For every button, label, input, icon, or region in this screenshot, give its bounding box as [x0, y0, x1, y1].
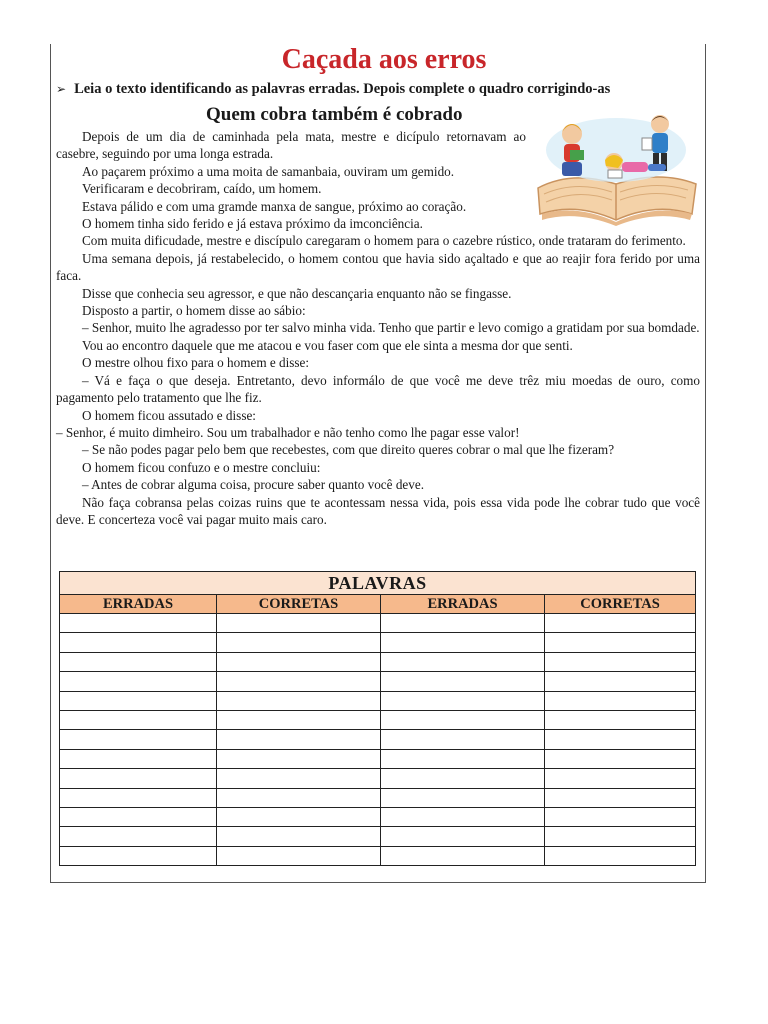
- story-paragraph: – Se não podes pagar pelo bem que recebestes, com que direito queres cobrar o mal que lhe fizeram?: [82, 442, 615, 458]
- correct-word-cell[interactable]: [217, 807, 381, 826]
- correct-word-cell[interactable]: [545, 614, 696, 633]
- column-header-corretas: CORRETAS: [217, 595, 381, 614]
- page-title: Caçada aos erros: [281, 44, 487, 75]
- table-row: [60, 788, 696, 807]
- wrong-word-cell[interactable]: [60, 691, 217, 710]
- correct-word-cell[interactable]: [545, 769, 696, 788]
- correct-word-cell[interactable]: [217, 788, 381, 807]
- column-header-erradas: ERRADAS: [60, 595, 217, 614]
- table-row: [60, 691, 696, 710]
- column-header-erradas: ERRADAS: [381, 595, 545, 614]
- wrong-word-cell[interactable]: [381, 807, 545, 826]
- table-row: [60, 710, 696, 729]
- wrong-word-cell[interactable]: [381, 652, 545, 671]
- correct-word-cell[interactable]: [217, 652, 381, 671]
- wrong-word-cell[interactable]: [381, 730, 545, 749]
- wrong-word-cell[interactable]: [381, 769, 545, 788]
- story-paragraph: Ao paçarem próximo a uma moita de samanbaia, ouviram um gemido.: [82, 163, 455, 179]
- table-row: [60, 769, 696, 788]
- correct-word-cell[interactable]: [217, 846, 381, 865]
- correct-word-cell[interactable]: [545, 749, 696, 768]
- wrong-word-cell[interactable]: [60, 730, 217, 749]
- table-row: [60, 730, 696, 749]
- correct-word-cell[interactable]: [545, 788, 696, 807]
- instruction: [56, 80, 706, 98]
- arrow-bullet-icon: ➢: [56, 82, 67, 96]
- correct-word-cell[interactable]: [217, 672, 381, 691]
- correct-word-cell[interactable]: [217, 633, 381, 652]
- story-paragraph: – Antes de cobrar alguma coisa, procure saber quanto você deve.: [82, 477, 425, 493]
- wrong-word-cell[interactable]: [381, 710, 545, 729]
- words-table: [59, 571, 695, 866]
- story-paragraph: O mestre olhou fixo para o homem e disse:: [82, 355, 310, 371]
- table-row: [60, 827, 696, 846]
- wrong-word-cell[interactable]: [381, 788, 545, 807]
- correct-word-cell[interactable]: [545, 672, 696, 691]
- instruction-text: Leia o texto identificando as palavras erradas. Depois complete o quadro corrigindo-as: [74, 81, 611, 97]
- story-paragraph: – Senhor, muito lhe agradesso por ter salvo minha vida. Tenho que partir e levo comigo a gratidam por sua bomdade.: [82, 320, 700, 336]
- story-paragraph: Disposto a partir, o homem disse ao sábio:: [82, 303, 306, 319]
- story-paragraph: Uma semana depois, já restabelecido, o homem contou que havia sido açaltado e que ao reajir fora ferido por uma faca.: [56, 250, 700, 284]
- wrong-word-cell[interactable]: [381, 672, 545, 691]
- wrong-word-cell[interactable]: [381, 614, 545, 633]
- story-paragraph: O homem ficou confuzo e o mestre concluiu:: [82, 459, 321, 475]
- correct-word-cell[interactable]: [217, 769, 381, 788]
- correct-word-cell[interactable]: [545, 691, 696, 710]
- correct-word-cell[interactable]: [217, 749, 381, 768]
- story-text: [56, 128, 700, 528]
- wrong-word-cell[interactable]: [381, 749, 545, 768]
- table-row: [60, 749, 696, 768]
- correct-word-cell[interactable]: [217, 827, 381, 846]
- story-paragraph: Vou ao encontro daquele que me atacou e vou faser com que ele sinta a mesma dor que senti.: [82, 337, 573, 353]
- wrong-word-cell[interactable]: [60, 807, 217, 826]
- table-row: [60, 807, 696, 826]
- wrong-word-cell[interactable]: [60, 788, 217, 807]
- wrong-word-cell[interactable]: [60, 672, 217, 691]
- wrong-word-cell[interactable]: [381, 633, 545, 652]
- correct-word-cell[interactable]: [545, 652, 696, 671]
- story-paragraph: Depois de um dia de caminhada pela mata, mestre e dicípulo retornavam ao casebre, seguindo por uma longa estrada.: [56, 129, 526, 162]
- wrong-word-cell[interactable]: [381, 691, 545, 710]
- table-row: [60, 614, 696, 633]
- story-paragraph: Não faça cobransa pelas coizas ruins que te acontessam nessa vida, pois essa vida pode lhe cobrar tudo que você deve. E concerteza você vai pagar muito mais caro.: [56, 494, 700, 527]
- story-paragraph: O homem ficou assutado e disse:: [82, 407, 256, 423]
- correct-word-cell[interactable]: [545, 827, 696, 846]
- table-title: PALAVRAS: [60, 572, 696, 595]
- correct-word-cell[interactable]: [217, 614, 381, 633]
- story-title: Quem cobra também é cobrado: [206, 104, 463, 125]
- story-paragraph: Disse que conhecia seu agressor, e que não descançaria enquanto não se fingasse.: [82, 285, 512, 301]
- table-row: [60, 633, 696, 652]
- story-paragraph: Com muita dificudade, mestre e discípulo caregaram o homem para o cazebre rústico, onde trataram do ferimento.: [82, 233, 686, 249]
- correct-word-cell[interactable]: [217, 730, 381, 749]
- wrong-word-cell[interactable]: [60, 614, 217, 633]
- correct-word-cell[interactable]: [545, 633, 696, 652]
- column-header-corretas: CORRETAS: [545, 595, 696, 614]
- wrong-word-cell[interactable]: [60, 633, 217, 652]
- correct-word-cell[interactable]: [545, 730, 696, 749]
- correct-word-cell[interactable]: [217, 710, 381, 729]
- story-paragraph: – Senhor, é muito dimheiro. Sou um trabalhador e não tenho como lhe pagar esse valor!: [56, 424, 520, 440]
- story-paragraph: Estava pálido e com uma gramde manxa de sangue, próximo ao coração.: [82, 198, 467, 214]
- wrong-word-cell[interactable]: [60, 769, 217, 788]
- wrong-word-cell[interactable]: [381, 846, 545, 865]
- wrong-word-cell[interactable]: [381, 827, 545, 846]
- correct-word-cell[interactable]: [545, 710, 696, 729]
- wrong-word-cell[interactable]: [60, 846, 217, 865]
- table-row: [60, 672, 696, 691]
- table-row: [60, 846, 696, 865]
- correct-word-cell[interactable]: [545, 807, 696, 826]
- correct-word-cell[interactable]: [217, 691, 381, 710]
- story-paragraph: – Vá e faça o que deseja. Entretanto, devo informálo de que você me deve trêz miu moedas de ouro, como pagamento pelo tratamento que lhe fiz.: [56, 372, 700, 406]
- table-row: [60, 652, 696, 671]
- story-paragraph: O homem tinha sido ferido e já estava próximo da imconciência.: [82, 216, 423, 232]
- wrong-word-cell[interactable]: [60, 827, 217, 846]
- wrong-word-cell[interactable]: [60, 652, 217, 671]
- story-paragraph: Verificaram e decobriram, caído, um homem.: [82, 181, 322, 197]
- wrong-word-cell[interactable]: [60, 710, 217, 729]
- correct-word-cell[interactable]: [545, 846, 696, 865]
- wrong-word-cell[interactable]: [60, 749, 217, 768]
